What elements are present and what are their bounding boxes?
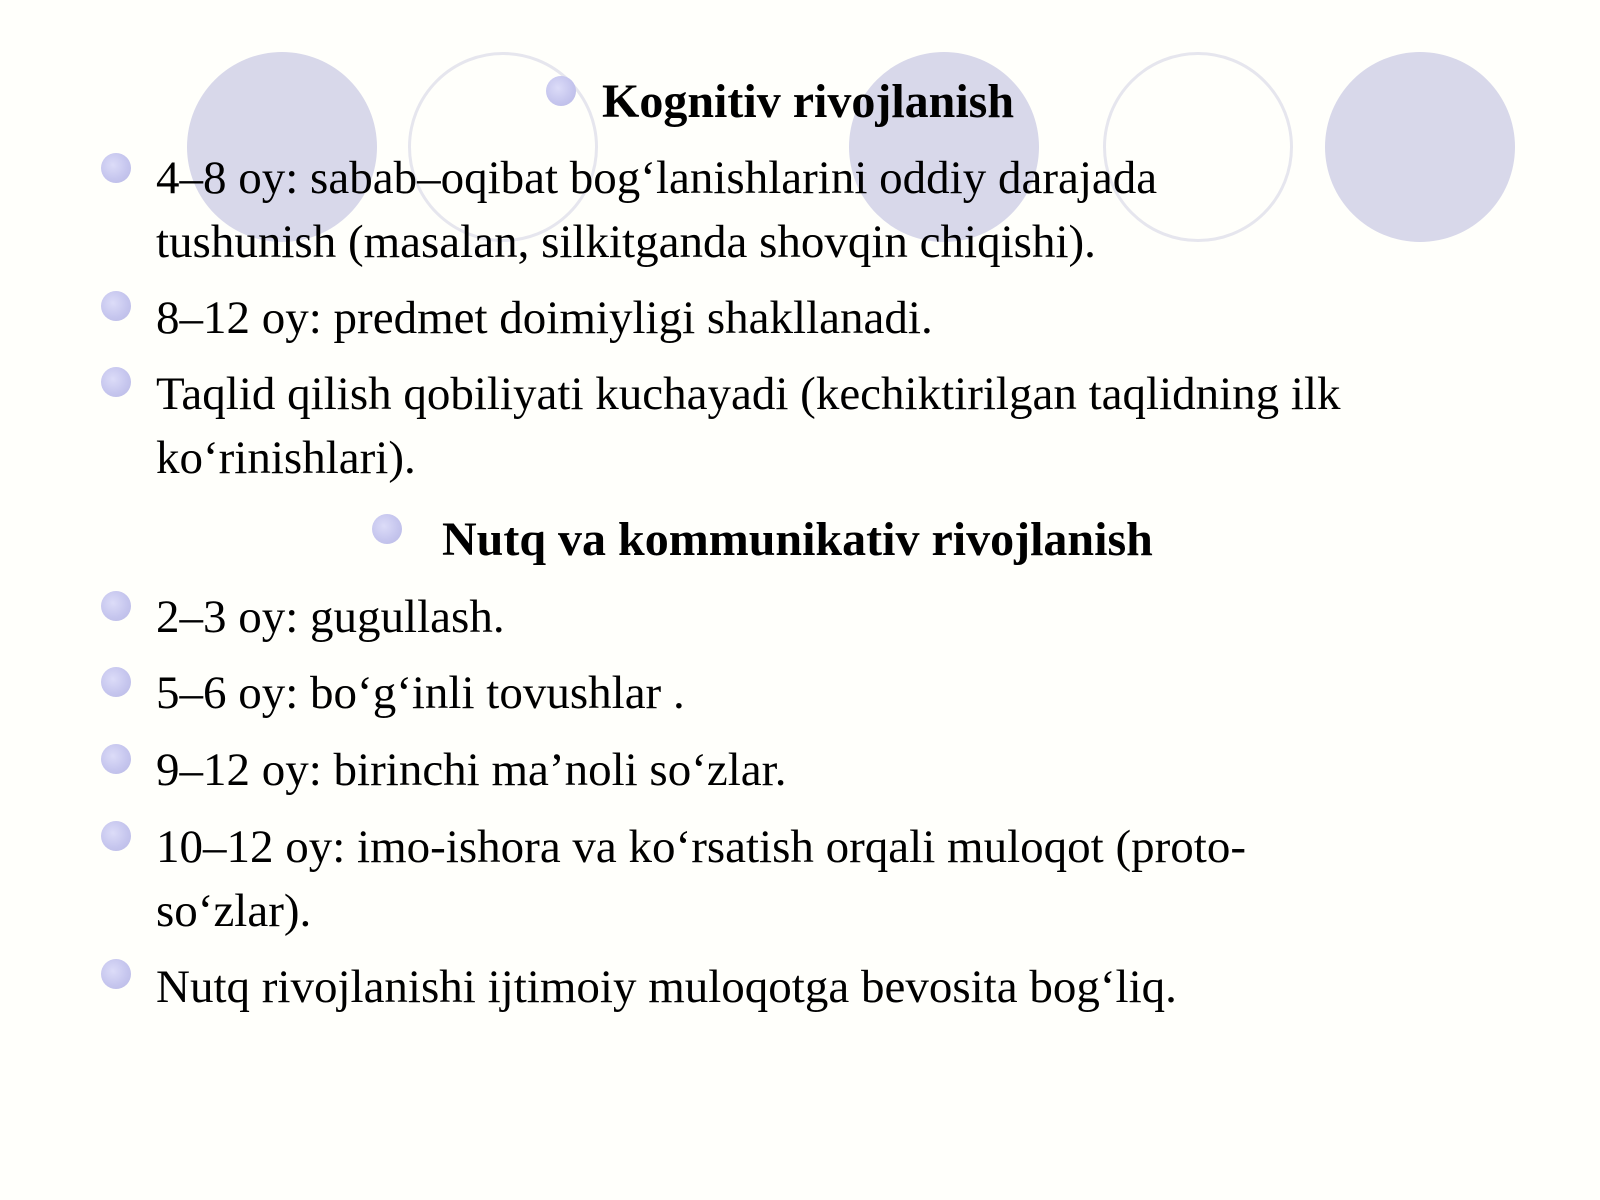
list-item: 2–3 oy: gugullash. (156, 591, 505, 643)
bullet-icon (101, 667, 131, 697)
bullet-icon (101, 959, 131, 989)
list-item: 5–6 oy: bo‘g‘inli tovushlar . (156, 667, 685, 719)
section-heading-speech: Nutq va kommunikativ rivojlanish (442, 513, 1153, 566)
heading-bullet-icon (372, 514, 402, 544)
bullet-icon (101, 821, 131, 851)
list-item: 4–8 oy: sabab–oqibat bog‘lanishlarini oddiy darajada tushunish (masalan, silkitganda shovqin chiqishi). (156, 152, 1158, 268)
bullet-icon (101, 153, 131, 183)
list-item: 9–12 oy: birinchi ma’noli so‘zlar. (156, 744, 787, 796)
heading-bullet-icon (546, 76, 576, 106)
bullet-icon (101, 591, 131, 621)
bullet-icon (101, 367, 131, 397)
list-item: Taqlid qilish qobiliyati kuchayadi (kechiktirilgan taqlidning ilk ko‘rinishlari). (156, 368, 1341, 484)
bullet-icon (101, 744, 131, 774)
list-item: Nutq rivojlanishi ijtimoiy muloqotga bevosita bog‘liq. (156, 961, 1177, 1013)
list-item: 8–12 oy: predmet doimiyligi shakllanadi. (156, 292, 933, 344)
list-item: 10–12 oy: imo-ishora va ko‘rsatish orqali muloqot (proto- so‘zlar). (156, 821, 1246, 937)
section-heading-cognitive: Kognitiv rivojlanish (602, 75, 1015, 128)
bullet-icon (101, 291, 131, 321)
